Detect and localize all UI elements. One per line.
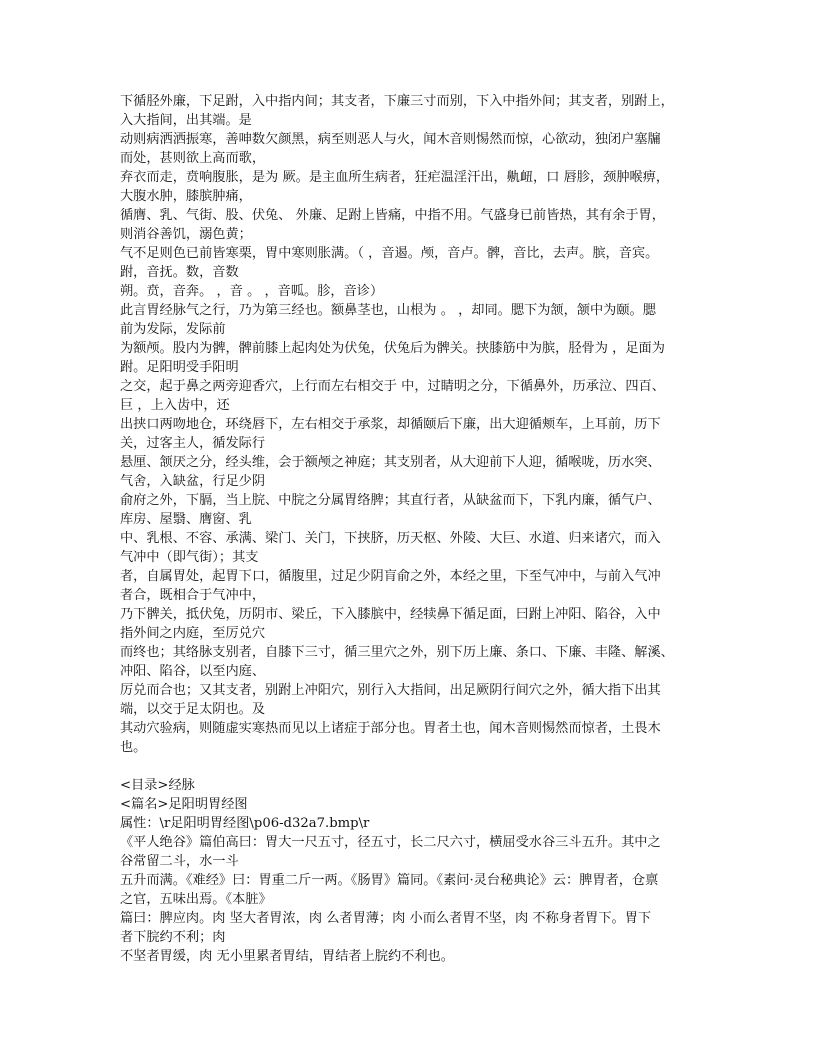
text-line: 悬厘、颔厌之分，经头维，会于额颅之神庭；其支别者，从大迎前下人迎，循喉咙，历水突、: [120, 455, 661, 470]
text-line: 气舍，入缺盆，行足少阴: [120, 474, 266, 489]
catalog-heading: <目录>经脉: [120, 778, 195, 793]
text-line: 五升而满。《难经》曰：胃重二斤一两。《肠胃》篇同。《素问·灵台秘典论》云：脾胃者，仓禀: [120, 873, 659, 888]
text-line: 也。: [120, 740, 147, 755]
text-line: 谷常留二斗，水一斗: [120, 854, 239, 869]
text-line: 此言胃经脉气之行，乃为第三经也。额鼻茎也，山根为 。 ，却同。腮下为颔，颔中为颐。腮: [120, 303, 656, 318]
text-line: 俞府之外，下膈，当上脘、中脘之分属胃络脾；其直行者，从缺盆而下，下乳内廉，循气户、: [120, 493, 661, 508]
text-line: 其动穴验病，则随虚实寒热而见以上诸症于部分也。胃者土也，闻木音则惕然而惊者，土畏木: [120, 721, 661, 736]
chapter-title: <篇名>足阳明胃经图: [120, 797, 248, 812]
text-line: 大腹水肿，膝膑肿痛，: [120, 189, 252, 204]
text-line: 冲阳、陷谷，以至内庭、: [120, 664, 266, 679]
text-line: 中、乳根、不容、承满、梁门、关门，下挟脐，历天枢、外陵、大巨、水道、归来诸穴，而入: [120, 531, 661, 546]
text-line: 者，自属胃处，起胃下口，循腹里，过足少阴肓俞之外，本经之里，下至气冲中，与前入气冲: [120, 569, 661, 584]
text-line: 入大指间，出其端。是: [120, 113, 252, 128]
text-line: 《平人绝谷》篇伯高曰：胃大一尺五寸，径五寸，长二尺六寸，横屈受水谷三斗五升。其中之: [120, 835, 661, 850]
text-line: 不坚者胃缓，肉 无小里累者胃结，胃结者上脘约不利也。: [120, 949, 454, 964]
document-page: [120, 92, 702, 966]
text-line: 前为发际，发际前: [120, 322, 226, 337]
text-line: 跗。足阳明受手阳明: [120, 360, 239, 375]
section-gap: [120, 757, 702, 776]
text-line: 者下脘约不利；肉: [120, 930, 226, 945]
text-line: 而终也；其络脉支别者，自膝下三寸，循三里穴之外，别下历上廉、条口、下廉、丰隆、解溪、: [120, 645, 674, 660]
text-line: 而处，甚则欲上高而歌，: [120, 151, 266, 166]
text-line: 之官，五味出焉。《本脏》: [120, 892, 272, 907]
text-line: 跗，音抚。数，音数: [120, 265, 239, 280]
text-line: 循膺、乳、气街、股、伏兔、 外廉、足跗上皆痛，中指不用。气盛身已前皆热，其有余于胃，: [120, 208, 665, 223]
text-line: 端，以交于足太阴也。及: [120, 702, 266, 717]
text-line: 动则病洒洒振寒，善呻数欠颜黑，病至则恶人与火，闻木音则惕然而惊，心欲动，独闭户塞牖: [120, 132, 661, 147]
text-line: 指外间之内庭，至厉兑穴: [120, 626, 266, 641]
text-line: 关，过客主人，循发际行: [120, 436, 266, 451]
text-line: 出挟口两吻地仓，环绕唇下，左右相交于承浆，却循颐后下廉，出大迎循颊车，上耳前，历下: [120, 417, 661, 432]
text-line: 之交，起于鼻之两旁迎香穴，上行而左右相交于 中，过睛明之分，下循鼻外，历承泣、四百、: [120, 379, 665, 394]
text-line: 篇曰：脾应肉。肉 坚大者胃浓，肉 么者胃薄；肉 小而么者胃不坚，肉 不称身者胃下。胃下: [120, 911, 652, 926]
commentary-section: [120, 92, 702, 757]
text-line: 者合，既相合于气冲中，: [120, 588, 266, 603]
text-line: 乃下髀关，抵伏兔，历阴市、梁丘，下入膝膑中，经犊鼻下循足面，曰跗上冲阳、陷谷，入中: [120, 607, 661, 622]
text-line: 气不足则色已前皆寒栗，胃中寒则胀满。（ ，音遏。颅，音卢。髀，音比，去声。膑，音宾。: [120, 246, 659, 261]
attribute-line: 属性：\r足阳明胃经图\p06-d32a7.bmp\r: [120, 816, 370, 831]
text-line: 为额颅。股内为髀，髀前膝上起肉处为伏兔，伏兔后为髀关。挟膝筋中为膑，胫骨为 ，足面为: [120, 341, 665, 356]
text-line: 下循胫外廉，下足跗，入中指内间；其支者，下廉三寸而别，下入中指外间；其支者，别跗上，: [120, 94, 674, 109]
text-line: 巨 ，上入齿中，还: [120, 398, 230, 413]
text-line: 气冲中（即气街）；其支: [120, 550, 259, 565]
text-line: 库房、屋翳、膺窗、乳: [120, 512, 252, 527]
text-line: 则消谷善饥，溺色黄；: [120, 227, 252, 242]
text-line: 朔。贲，音奔。 ，音 。 ，音呱。胗，音诊）: [120, 284, 384, 299]
chapter-section: [120, 776, 702, 966]
text-line: 厉兑而合也；又其支者，别跗上冲阳穴，别行入大指间，出足厥阴行间穴之外，循大指下出其: [120, 683, 661, 698]
text-line: 弃衣而走，贲响腹胀，是为 厥。是主血所生病者，狂疟温淫汗出，鼽衄，口 唇胗，颈肿喉痹，: [120, 170, 670, 185]
